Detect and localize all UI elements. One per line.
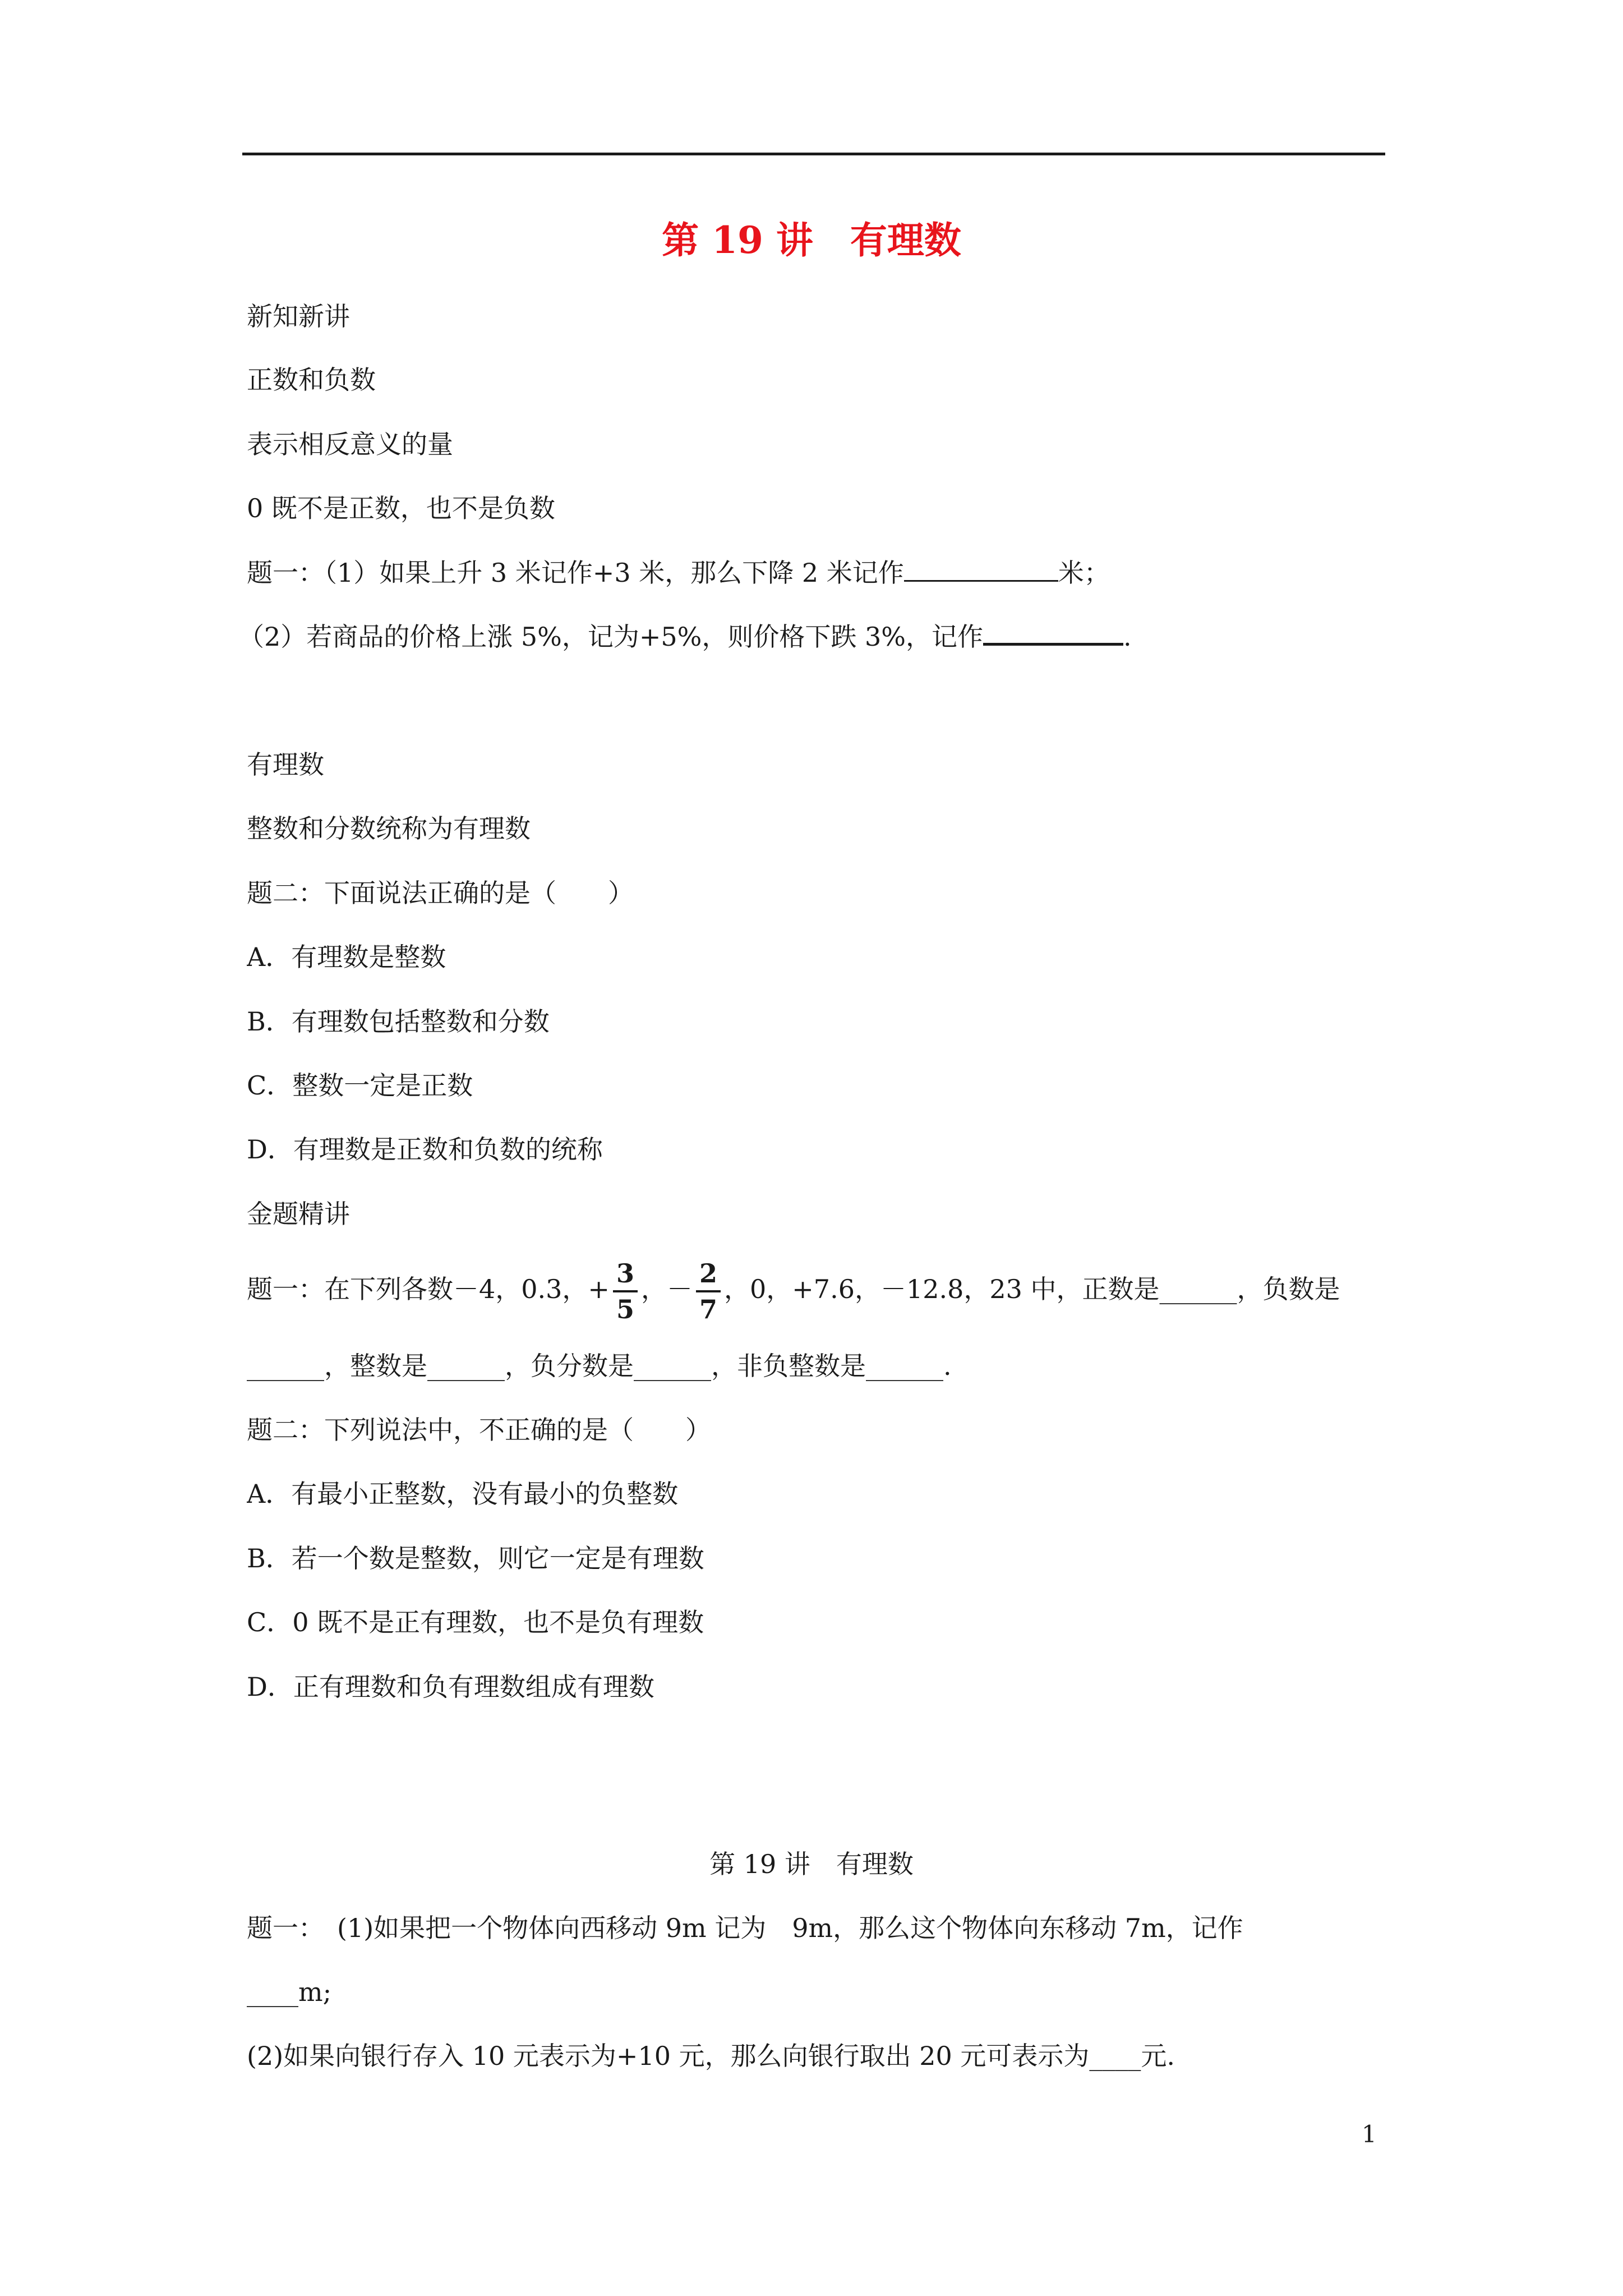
- fraction-denominator: 7: [699, 1294, 717, 1324]
- point-rational-definition: 整数和分数统称为有理数: [247, 813, 531, 844]
- question-text: 题一：（1）如果上升 3 米记作+3 米，那么下降 2 米记作: [247, 558, 904, 588]
- key-question-2-stem: 题二：下列说法中，不正确的是（ ）: [247, 1415, 711, 1445]
- key-question-1-line-1: [247, 1247, 1385, 1331]
- question-1-part-1: [247, 550, 1385, 595]
- question-text: （2）若商品的价格上涨 5%，记为+5%，则价格下跌 3%，记作: [238, 622, 983, 652]
- practice-question-1-line-3: (2)如果向银行存入 10 元表示为+10 元，那么向银行取出 20 元可表示为____元.: [247, 2041, 1175, 2071]
- section-heading-key-problems: 金题精讲: [247, 1199, 350, 1229]
- point-zero: 0 既不是正数，也不是负数: [247, 493, 555, 523]
- question-unit: 米；: [1058, 558, 1110, 588]
- option-c: C．整数一定是正数: [247, 1070, 473, 1101]
- practice-question-1-line-2: ____m;: [247, 1977, 332, 2007]
- fraction-two-sevenths: [696, 1257, 721, 1326]
- question-text: ，－: [640, 1274, 693, 1304]
- practice-question-1-line-1: 题一： (1)如果把一个物体向西移动 9m 记为 9m，那么这个物体向东移动 7m，记作: [247, 1913, 1243, 1943]
- practice-subtitle: 第 19 讲 有理数: [709, 1849, 914, 1879]
- question-text: 题一：在下列各数－4，0.3，+: [247, 1274, 610, 1304]
- question-1-part-2: [238, 614, 1377, 659]
- key-option-a: A．有最小正整数，没有最小的负整数: [247, 1479, 679, 1509]
- point-opposite-quantities: 表示相反意义的量: [247, 429, 453, 459]
- fraction-three-fifths: [613, 1257, 638, 1326]
- question-text: ，0，+7.6，－12.8，23 中，正数是______，负数是: [724, 1274, 1340, 1304]
- option-b: B．有理数包括整数和分数: [247, 1006, 550, 1037]
- key-option-c: C．0 既不是正有理数，也不是负有理数: [247, 1607, 704, 1637]
- key-option-b: B．若一个数是整数，则它一定是有理数: [247, 1543, 704, 1573]
- topic-positive-negative: 正数和负数: [247, 365, 376, 395]
- question-2-stem: 题二：下面说法正确的是（ ）: [247, 878, 634, 908]
- key-option-d: D．正有理数和负有理数组成有理数: [247, 1672, 654, 1702]
- topic-rational-numbers: 有理数: [247, 749, 324, 780]
- section-heading-new-knowledge: 新知新讲: [247, 301, 350, 332]
- page-title: 第 19 讲 有理数: [662, 218, 961, 262]
- answer-blank: [904, 554, 1058, 582]
- option-a: A．有理数是整数: [247, 942, 446, 972]
- fraction-numerator: 3: [613, 1257, 638, 1292]
- key-question-1-line-2: ______，整数是______，负分数是______，非负整数是______.: [247, 1351, 952, 1381]
- page-number: 1: [1362, 2120, 1377, 2148]
- option-d: D．有理数是正数和负数的统称: [247, 1134, 603, 1165]
- question-end: .: [1123, 622, 1132, 652]
- fraction-numerator: 2: [696, 1257, 721, 1292]
- fraction-denominator: 5: [616, 1294, 634, 1324]
- header-rule: [242, 153, 1385, 155]
- answer-blank: [983, 617, 1123, 646]
